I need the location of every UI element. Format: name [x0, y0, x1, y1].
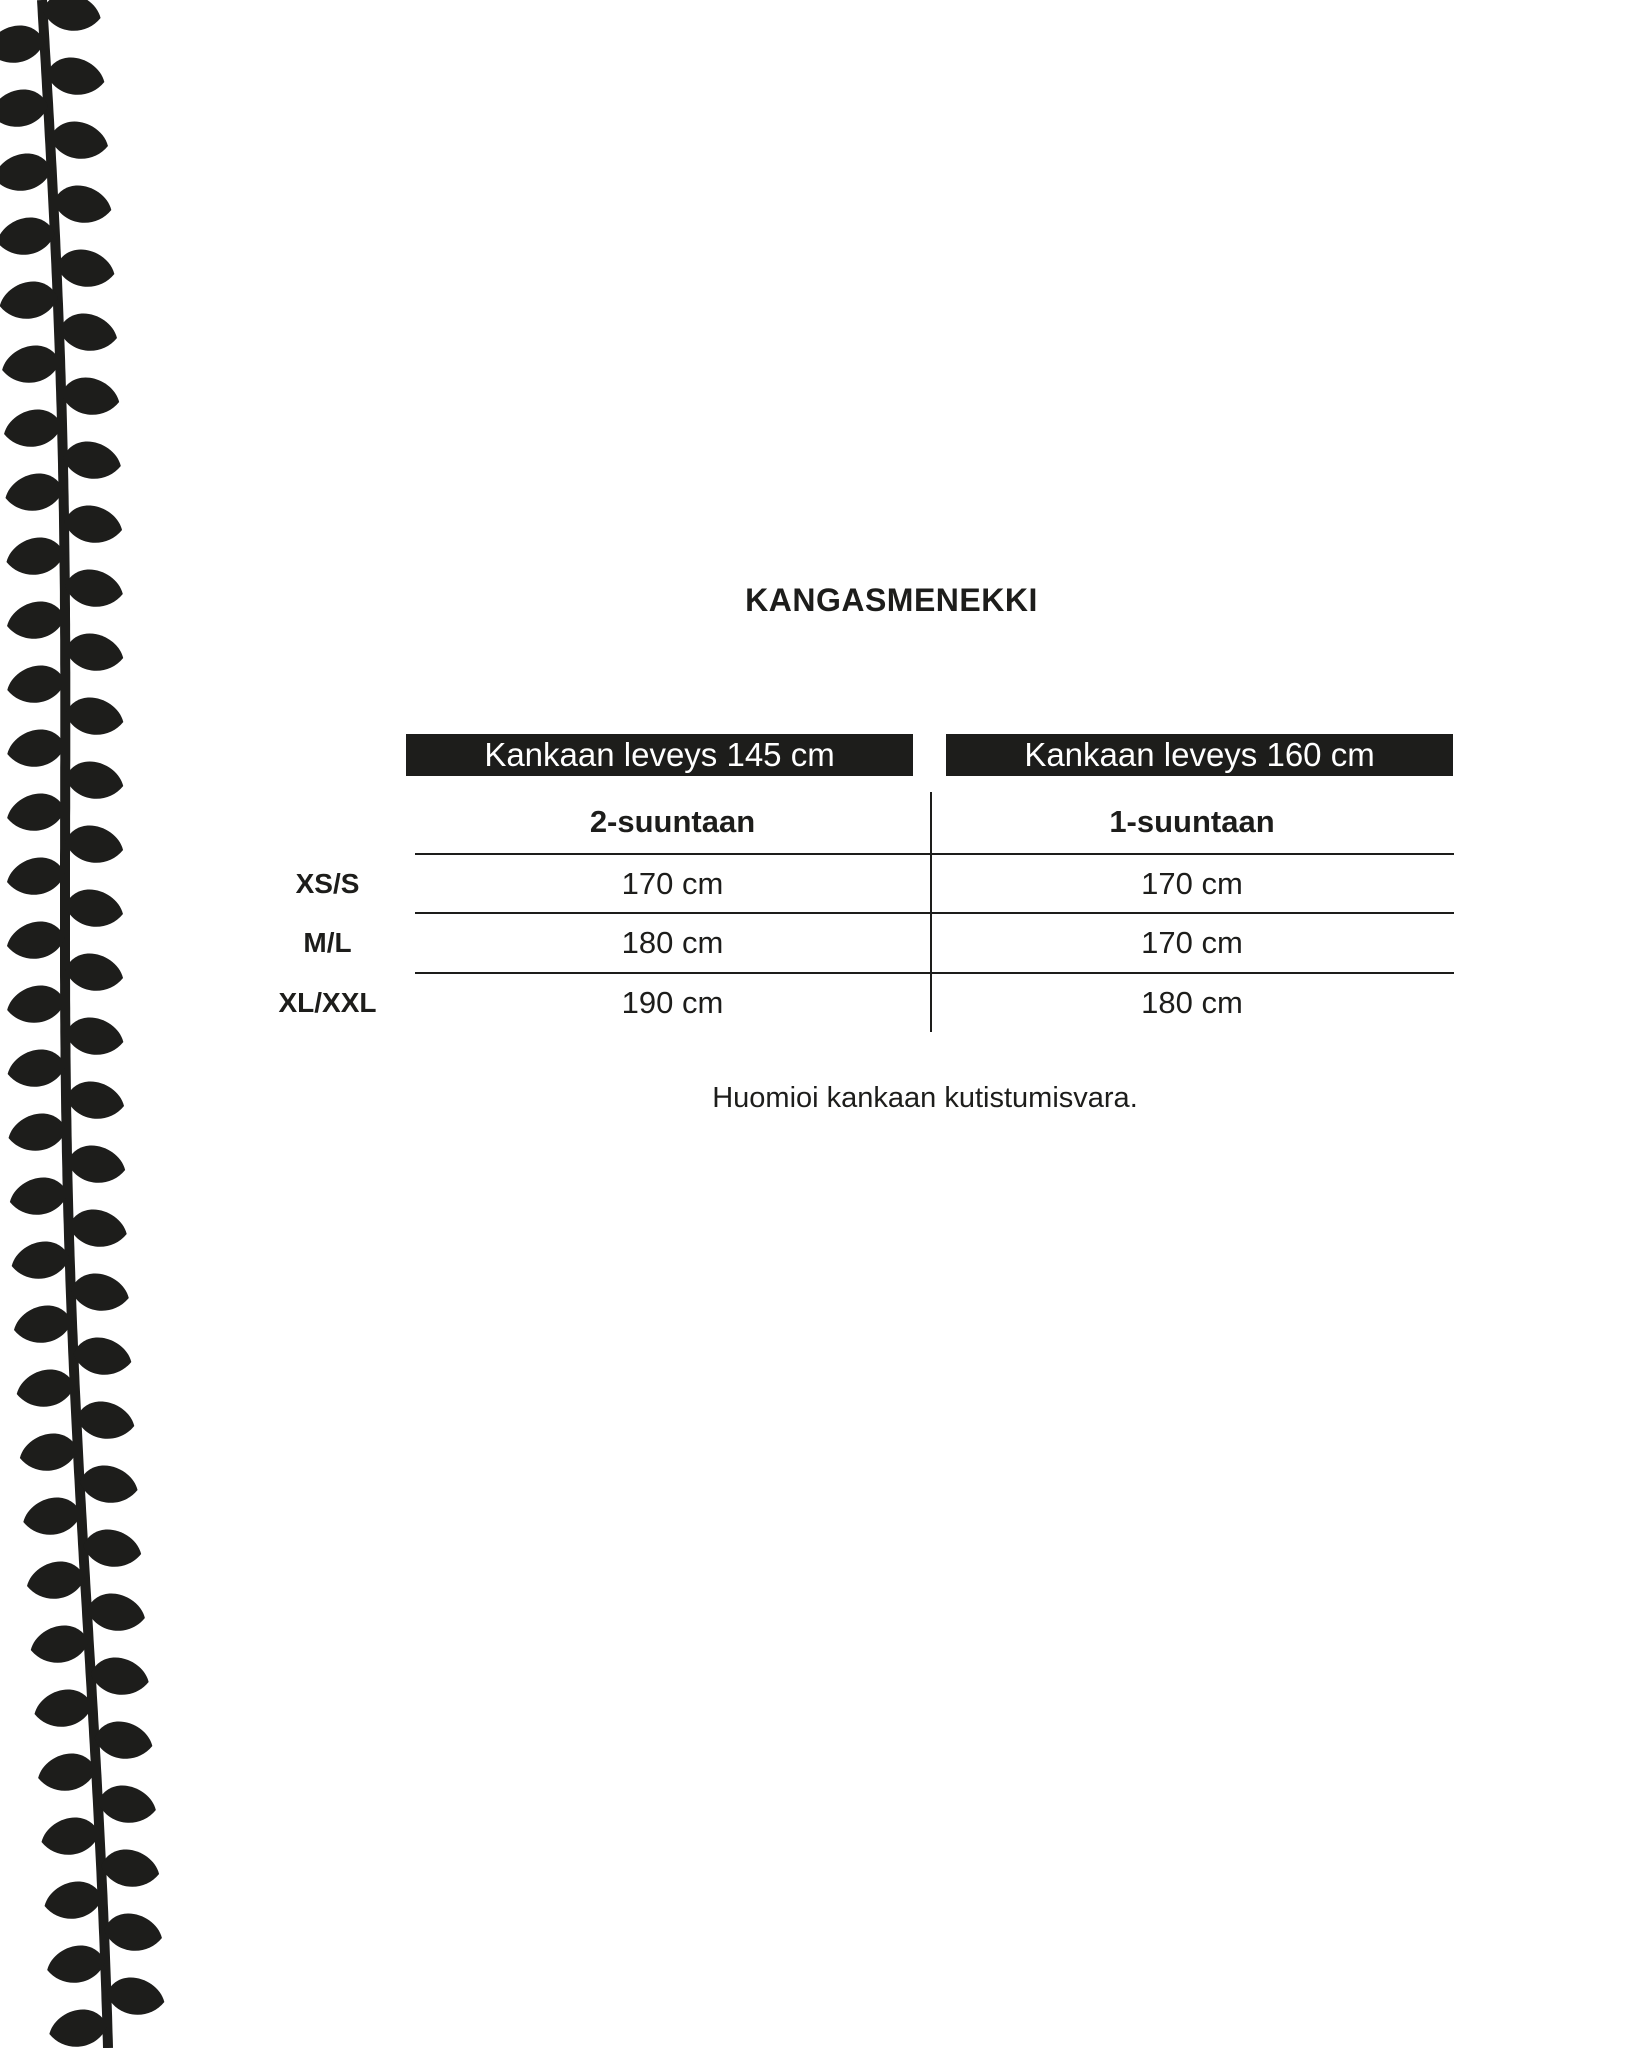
vine-leaf [42, 1817, 100, 1854]
vine-leaf [0, 89, 48, 126]
table-row [0, 975, 1638, 1033]
vine-leaf [31, 1625, 89, 1662]
vine-leaf [35, 1689, 93, 1726]
vine-leaf [47, 1945, 105, 1982]
page-title: KANGASMENEKKI [745, 582, 1038, 618]
vine-leaf [8, 1049, 66, 1086]
vine-leaf [98, 1785, 156, 1822]
vine-leaf [104, 1913, 162, 1950]
vine-leaf [91, 1657, 149, 1694]
size-label: XS/S [295, 868, 360, 899]
size-label: M/L [303, 927, 352, 958]
vine-leaf [38, 1753, 96, 1790]
vine-leaf [14, 1305, 72, 1342]
fabric-amount-cell: 180 cm [1141, 985, 1243, 1020]
size-label: XL/XXL [278, 987, 377, 1018]
vine-leaf [10, 1177, 68, 1214]
vine-leaf [27, 1561, 85, 1598]
vine-leaf [63, 441, 121, 478]
vine-leaf [61, 377, 119, 414]
column-header-width-145: Kankaan leveys 145 cm [406, 734, 913, 776]
table-row [0, 915, 1638, 973]
vine-leaf [69, 1209, 127, 1246]
vine-leaf [12, 1241, 70, 1278]
vine-leaf [2, 345, 60, 382]
vine-leaf [5, 473, 63, 510]
vine-leaf [94, 1721, 152, 1758]
vine-leaf [0, 217, 55, 254]
column-subheader-2-direction: 2-suuntaan [589, 804, 756, 839]
vine-leaf [50, 121, 108, 158]
vine-leaf [65, 633, 123, 670]
vine-leaf [17, 1369, 75, 1406]
vine-leaf [45, 1881, 103, 1918]
vine-leaf [23, 1497, 81, 1534]
vine-leaf [67, 1145, 125, 1182]
column-header-width-160: Kankaan leveys 160 cm [946, 734, 1453, 776]
vine-leaf [20, 1433, 78, 1470]
vine-leaf [0, 25, 44, 62]
vine-leaf [65, 761, 123, 798]
vine-leaf [0, 281, 58, 318]
vine-leaf [59, 313, 117, 350]
shrinkage-note: Huomioi kankaan kutistumisvara. [712, 1082, 1138, 1114]
vine-leaf [71, 1273, 129, 1310]
vine-leaf [76, 1401, 134, 1438]
vine-leaf [80, 1465, 138, 1502]
fabric-amount-cell: 170 cm [1141, 866, 1243, 901]
fabric-amount-cell: 190 cm [621, 985, 724, 1020]
vine-leaf [64, 505, 122, 542]
vine-leaf [73, 1337, 131, 1374]
vine-leaf [53, 185, 111, 222]
row-divider [415, 853, 1454, 855]
table-row [0, 856, 1638, 914]
vine-leaf [43, 0, 101, 31]
column-subheader-1-direction: 1-suuntaan [1109, 804, 1275, 839]
vine-leaf [101, 1849, 159, 1886]
fabric-amount-cell: 170 cm [621, 866, 724, 901]
vine-leaf [9, 1113, 67, 1150]
vine-leaf [56, 249, 114, 286]
vine-leaf [106, 1977, 164, 2014]
vine-leaf [7, 729, 65, 766]
fabric-amount-cell: 170 cm [1141, 925, 1243, 960]
vine-leaf [6, 537, 64, 574]
vine-leaf [0, 153, 52, 190]
vine-leaf [7, 793, 65, 830]
vine-leaf [49, 2009, 107, 2046]
fabric-amount-cell: 180 cm [621, 925, 724, 960]
vine-leaf [87, 1593, 145, 1630]
vine-leaf [66, 1081, 124, 1118]
vine-leaf [83, 1529, 141, 1566]
vine-leaf [4, 409, 62, 446]
vine-leaf [46, 57, 104, 94]
vine-leaf [65, 697, 123, 734]
vine-leaf [7, 665, 65, 702]
